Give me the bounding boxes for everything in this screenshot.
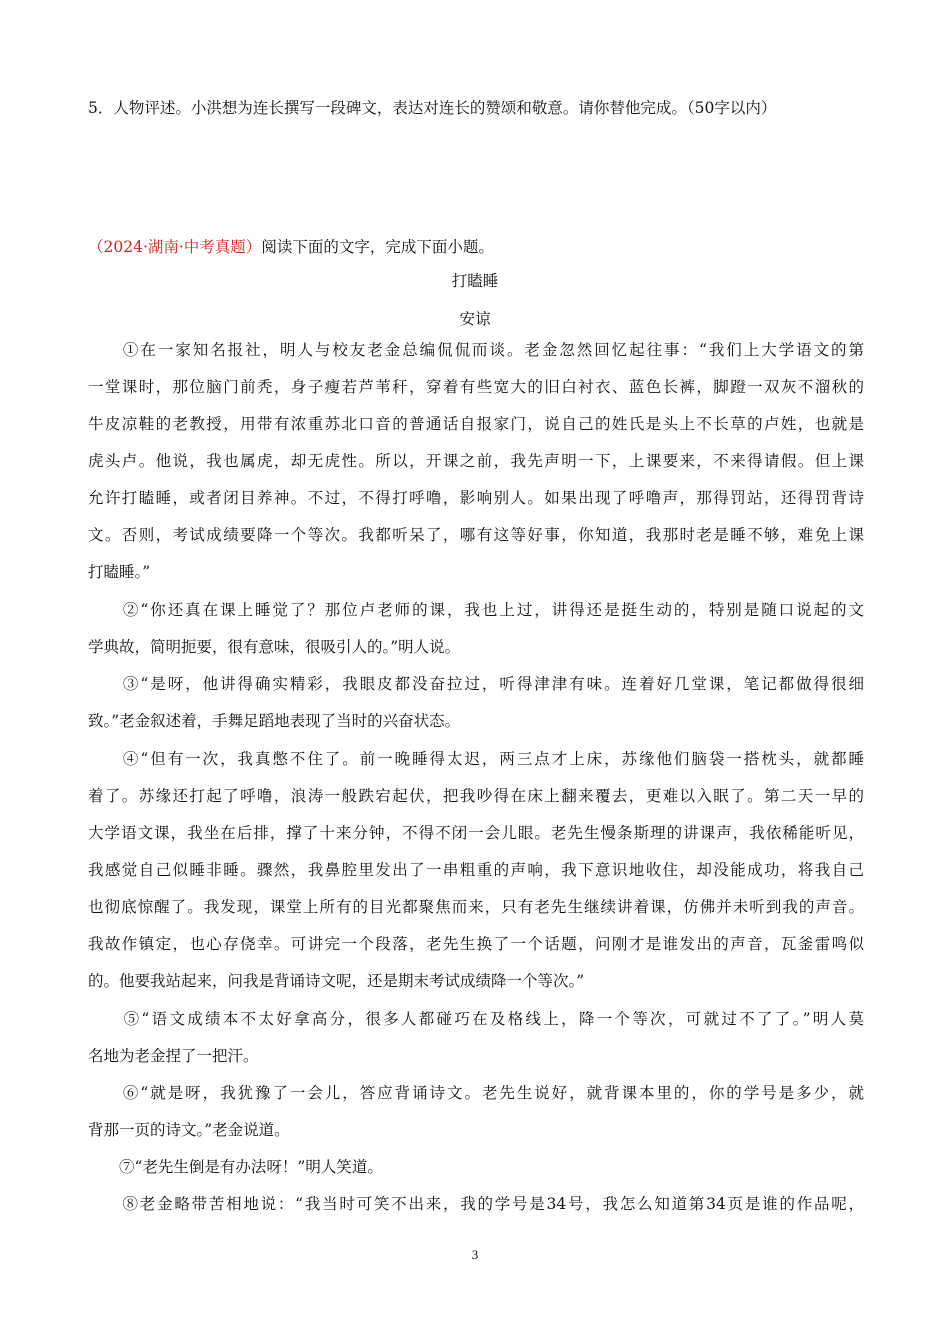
text-line: 虎头卢。他说，我也属虎，却无虎性。所以，开课之前，我先声明一下，上课要来，不来得请假。但上课	[88, 452, 864, 470]
text-line: 着了。苏缘还打起了呼噜，浪涛一般跌宕起伏，把我吵得在床上翻来覆去，更难以入眠了。第二天一早的	[88, 787, 864, 805]
text-line: 的。他要我站起来，问我是背诵诗文呢，还是期末考试成绩降一个等次。”	[88, 972, 585, 990]
text-line: 文。否则，考试成绩要降一个等次。我都听呆了，哪有这等好事，你知道，我那时老是睡不够，难免上课	[88, 526, 864, 544]
page-number: 3	[471, 1247, 479, 1262]
question-5: 5．人物评述。小洪想为连长撰写一段碑文，表达对连长的赞颂和敬意。请你替他完成。（50字以内）	[88, 99, 777, 117]
text-line: 名地为老金捏了一把汗。	[88, 1047, 259, 1065]
text-line: 我感觉自己似睡非睡。骤然，我鼻腔里发出了一串粗重的声响，我下意识地收住，却没能成功，将我自己	[88, 861, 864, 879]
text-line: 学典故，简明扼要，很有意味，很吸引人的。”明人说。	[88, 638, 461, 656]
text-line: 也彻底惊醒了。我发现，课堂上所有的目光都聚焦而来，只有老先生继续讲着课，仿佛并未听到我的声音。	[88, 898, 864, 916]
intro-text: 阅读下面的文字，完成下面小题。	[261, 238, 494, 256]
text-line: ①在一家知名报社，明人与校友老金总编侃侃而谈。老金忽然回忆起往事：“我们上大学语文的第	[88, 341, 864, 359]
text-line: ⑦“老先生倒是有办法呀！”明人笑道。	[88, 1158, 383, 1176]
text-line: 打瞌睡。”	[88, 563, 151, 581]
text-line: 允许打瞌睡，或者闭目养神。不过，不得打呼噜，影响别人。如果出现了呼噜声，那得罚站，还得罚背诗	[88, 489, 864, 507]
text-line: ④“但有一次，我真憋不住了。前一晚睡得太迟，两三点才上床，苏缘他们脑袋一搭枕头，就都睡	[88, 750, 864, 768]
text-line: ⑧老金略带苦相地说：“我当时可笑不出来，我的学号是34号，我怎么知道第34页是谁的作品呢，	[88, 1195, 864, 1213]
text-line: ②“你还真在课上睡觉了？那位卢老师的课，我也上过，讲得还是挺生动的，特别是随口说起的文	[88, 601, 864, 619]
source-tag: （2024·湖南·中考真题）	[88, 238, 262, 256]
text-line: ⑤“语文成绩本不太好拿高分，很多人都碰巧在及格线上，降一个等次，可就过不了了。”明人莫	[88, 1010, 864, 1028]
text-line: 一堂课时，那位脑门前秃，身子瘦若芦苇秆，穿着有些宽大的旧白衬衣、蓝色长裤，脚蹬一双灰不溜秋的	[88, 378, 864, 396]
article-title: 打瞌睡	[451, 272, 499, 290]
text-line: 大学语文课，我坐在后排，撑了十来分钟，不得不闭一会儿眼。老先生慢条斯理的讲课声，我依稀能听见，	[88, 824, 864, 842]
passage-intro	[88, 236, 878, 258]
text-line: 致。”老金叙述着，手舞足蹈地表现了当时的兴奋状态。	[88, 712, 461, 730]
text-line: ③“是呀，他讲得确实精彩，我眼皮都没奋拉过，听得津津有味。连着好几堂课，笔记都做得很细	[88, 675, 864, 693]
article-author: 安谅	[459, 310, 491, 328]
text-line: 背那一页的诗文。”老金说道。	[88, 1121, 290, 1139]
text-line: ⑥“就是呀，我犹豫了一会儿，答应背诵诗文。老先生说好，就背课本里的，你的学号是多少，就	[88, 1084, 864, 1102]
text-line: 我故作镇定，也心存侥幸。可讲完一个段落，老先生换了一个话题，问刚才是谁发出的声音，瓦釜雷鸣似	[88, 935, 864, 953]
text-line: 牛皮凉鞋的老教授，用带有浓重苏北口音的普通话自报家门，说自己的姓氏是头上不长草的卢姓，也就是	[88, 415, 864, 433]
